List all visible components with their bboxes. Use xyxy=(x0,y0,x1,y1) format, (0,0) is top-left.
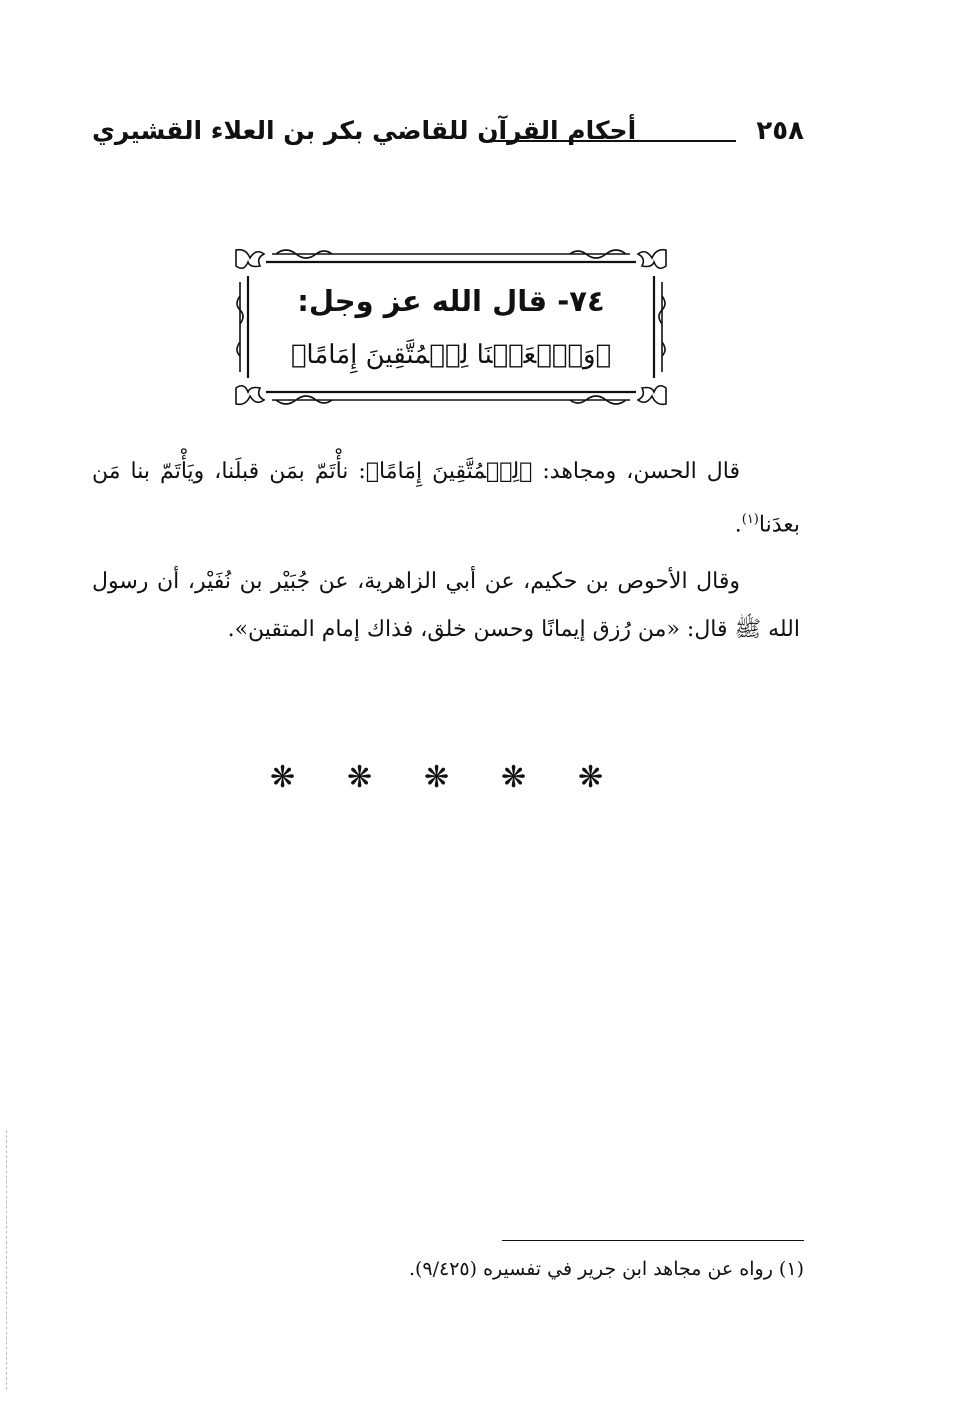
paragraph-1-end: . xyxy=(734,512,742,538)
asterism-icon: ❋ xyxy=(578,760,604,795)
book-title: أحكام القرآن للقاضي بكر بن العلاء القشيري xyxy=(92,116,637,145)
asterism-icon: ❋ xyxy=(501,760,527,795)
quran-verse: ﴿وَٱجۡعَلۡنَا لِلۡمُتَّقِينَ إِمَامًا﴾ xyxy=(290,340,612,370)
asterism-icon: ❋ xyxy=(424,760,450,795)
paragraph-2 xyxy=(92,558,800,654)
paragraph-1 xyxy=(92,448,800,549)
section-separator xyxy=(270,760,630,800)
scan-edge-marks xyxy=(6,1130,9,1390)
asterism-icon: ❋ xyxy=(347,760,373,795)
paragraph-2-text: وقال الأحوص بن حكيم، عن أبي الزاهرية، عن جُبَيْر بن نُفَيْر، أن رسول الله ﷺ قال: «من رُزق إيمانًا وحسن خلق، فذاك إمام المتقين». xyxy=(92,569,800,642)
page-number: ٢٥٨ xyxy=(756,116,804,146)
footnote-reference: (١) xyxy=(741,512,759,527)
paragraph-1-text: قال الحسن، ومجاهد: ﴿لِلۡمُتَّقِينَ إِمَامًا﴾: نأْتَمّ بمَن قبلَنا، ويَأْتَمّ بنا مَن بعدَنا xyxy=(92,459,800,538)
ornamental-border-icon xyxy=(232,246,670,408)
asterism-icon: ❋ xyxy=(270,760,296,795)
chapter-heading: ٧٤- قال الله عز وجل: xyxy=(297,284,605,318)
running-header xyxy=(92,112,804,160)
footnote-rule xyxy=(502,1240,804,1241)
chapter-ornamental-frame xyxy=(232,246,670,408)
footnote: (١) رواه عن مجاهد ابن جرير في تفسيره (٩/٤٢٥). xyxy=(408,1258,804,1280)
